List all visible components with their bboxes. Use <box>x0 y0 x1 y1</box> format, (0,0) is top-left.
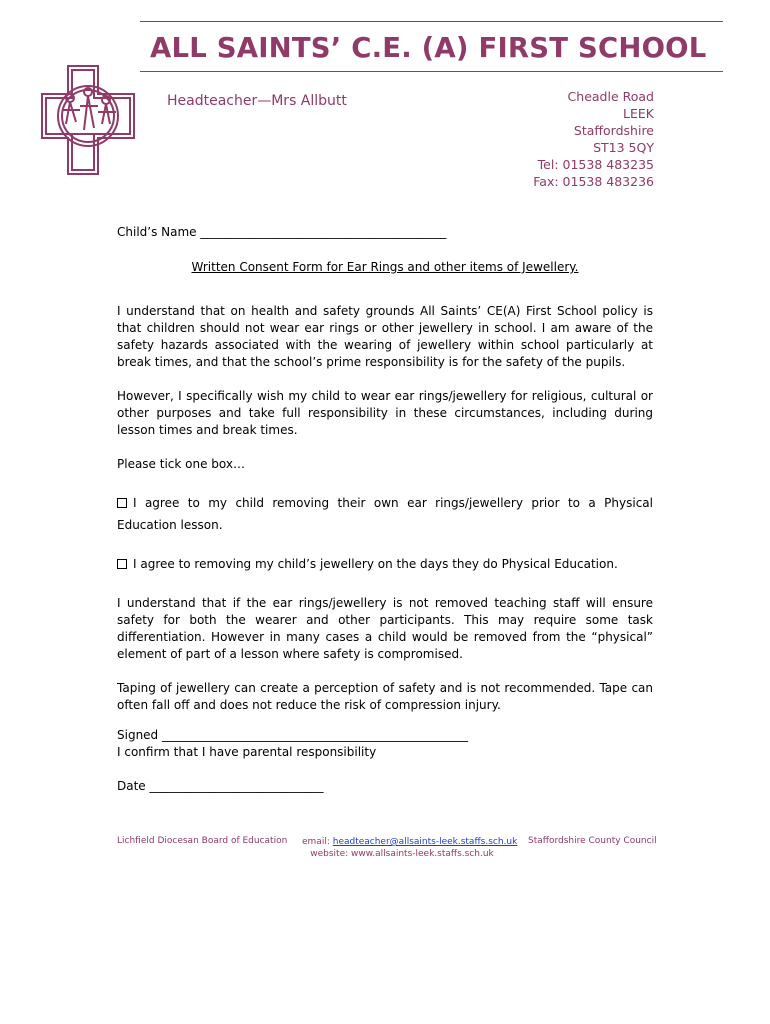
checkbox-staff-removal[interactable] <box>117 559 127 569</box>
headteacher-name: Headteacher—Mrs Allbutt <box>167 93 347 109</box>
footer-website: website: www.allsaints-leek.staffs.sch.uk <box>310 849 494 859</box>
form-title: Written Consent Form for Ear Rings and other items of Jewellery. <box>191 260 579 274</box>
footer-email-label: email: <box>302 837 330 847</box>
parental-confirmation: I confirm that I have parental responsibility <box>117 745 377 759</box>
telephone: Tel: 01538 483235 <box>537 157 654 172</box>
signature-field[interactable] <box>117 728 468 742</box>
date-field[interactable] <box>117 779 324 793</box>
address-line: ST13 5QY <box>593 140 654 155</box>
footer-diocesan-board: Lichfield Diocesan Board of Education <box>117 836 288 846</box>
policy-paragraph: I understand that on health and safety grounds All Saints’ CE(A) First School policy is that children should not wear ear rings or other jewellery in school. I am aware of the safety hazards associated with the wearing of jewellery within school particularly at break times, and that the school’s prime responsibility is for the safety of the pupils. <box>117 304 653 369</box>
taping-paragraph: Taping of jewellery can create a perception of safety and is not recommended. Tape can often fall off and does not reduce the risk of compression injury. <box>117 681 653 712</box>
signed-line: ___________________________________________________ <box>162 728 469 742</box>
childs-name-field[interactable] <box>117 225 446 239</box>
checkbox-own-removal[interactable] <box>117 498 127 508</box>
footer-contact <box>302 836 518 860</box>
school-name: ALL SAINTS’ C.E. (A) FIRST SCHOOL <box>150 32 707 64</box>
address-line: Cheadle Road <box>567 89 654 104</box>
option-own-removal[interactable] <box>117 492 653 536</box>
header-bottom-rule <box>140 71 723 72</box>
option-staff-removal[interactable] <box>117 553 653 575</box>
exception-paragraph: However, I specifically wish my child to wear ear rings/jewellery for religious, cultural or other purposes and take full responsibility in these circumstances, including during lesson times and break times. <box>117 389 653 437</box>
childs-name-label: Child’s Name <box>117 225 197 239</box>
footer-county-council: Staffordshire County Council <box>528 836 657 846</box>
header-top-rule <box>140 21 723 22</box>
tick-instruction: Please tick one box… <box>117 457 245 471</box>
date-line: _____________________________ <box>149 779 324 793</box>
footer-email-link[interactable]: headteacher@allsaints-leek.staffs.sch.uk <box>332 837 518 847</box>
option-staff-removal-label: I agree to removing my child’s jewellery on the days they do Physical Education. <box>133 557 618 571</box>
signed-label: Signed <box>117 728 159 742</box>
fax: Fax: 01538 483236 <box>533 174 654 189</box>
address-line: Staffordshire <box>573 123 654 138</box>
school-address <box>404 88 654 190</box>
childs-name-line: _________________________________________ <box>200 225 447 239</box>
address-line: LEEK <box>623 106 654 121</box>
date-label: Date <box>117 779 146 793</box>
option-own-removal-label: I agree to my child removing their own ear rings/jewellery prior to a Physical Education lesson. <box>117 496 653 532</box>
safety-paragraph: I understand that if the ear rings/jewellery is not removed teaching staff will ensure safety for both the wearer and other participants. This may require some task differentiation. However in many cases a child would be removed from the “physical” element of part of a lesson where safety is compromised. <box>117 596 653 661</box>
school-logo-icon <box>40 64 136 176</box>
